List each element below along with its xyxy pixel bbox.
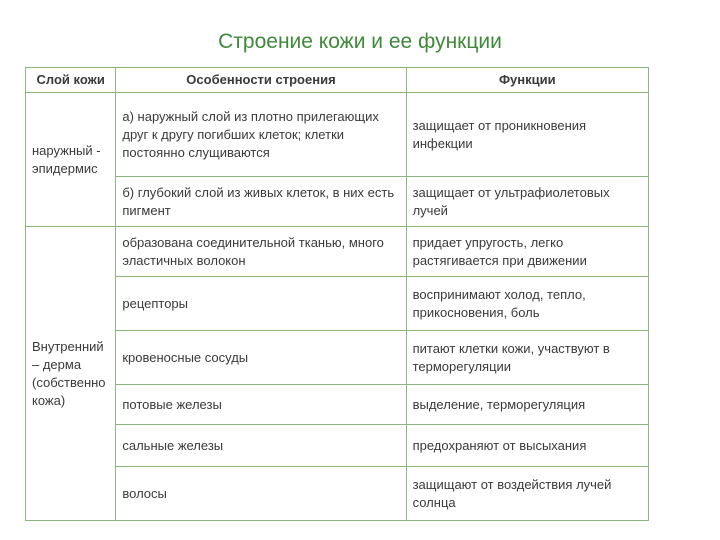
structure-cell: сальные железы	[116, 425, 406, 467]
header-structure: Особенности строения	[116, 68, 406, 93]
layer-outer: наружный - эпидермис	[26, 93, 116, 227]
structure-cell: а) наружный слой из плотно прилегающих друг к другу погибших клеток; клетки постоянно слущиваются	[116, 93, 406, 177]
table-row	[26, 227, 649, 277]
header-functions: Функции	[406, 68, 648, 93]
function-cell: защищает от проникновения инфекции	[406, 93, 648, 177]
table-row	[26, 177, 649, 227]
table-row	[26, 93, 649, 177]
layer-inner: Внутренний – дерма (собственно кожа)	[26, 227, 116, 521]
function-cell: защищает от ультрафиолетовых лучей	[406, 177, 648, 227]
structure-cell: рецепторы	[116, 277, 406, 331]
table-row	[26, 331, 649, 385]
function-cell: придает упругость, легко растягивается при движении	[406, 227, 648, 277]
table-row	[26, 467, 649, 521]
function-cell: выделение, терморегуляция	[406, 385, 648, 425]
function-cell: предохраняют от высыхания	[406, 425, 648, 467]
table-header-row	[26, 68, 649, 93]
structure-cell: б) глубокий слой из живых клеток, в них есть пигмент	[116, 177, 406, 227]
structure-cell: потовые железы	[116, 385, 406, 425]
function-cell: воспринимают холод, тепло, прикосновения, боль	[406, 277, 648, 331]
page-title: Строение кожи и ее функции	[218, 30, 502, 53]
structure-cell: кровеносные сосуды	[116, 331, 406, 385]
skin-structure-table	[25, 67, 649, 521]
function-cell: питают клетки кожи, участвуют в терморегуляции	[406, 331, 648, 385]
header-layer: Слой кожи	[26, 68, 116, 93]
table-row	[26, 425, 649, 467]
function-cell: защищают от воздействия лучей солнца	[406, 467, 648, 521]
structure-cell: волосы	[116, 467, 406, 521]
table-row	[26, 385, 649, 425]
structure-cell: образована соединительной тканью, много эластичных волокон	[116, 227, 406, 277]
table-row	[26, 277, 649, 331]
